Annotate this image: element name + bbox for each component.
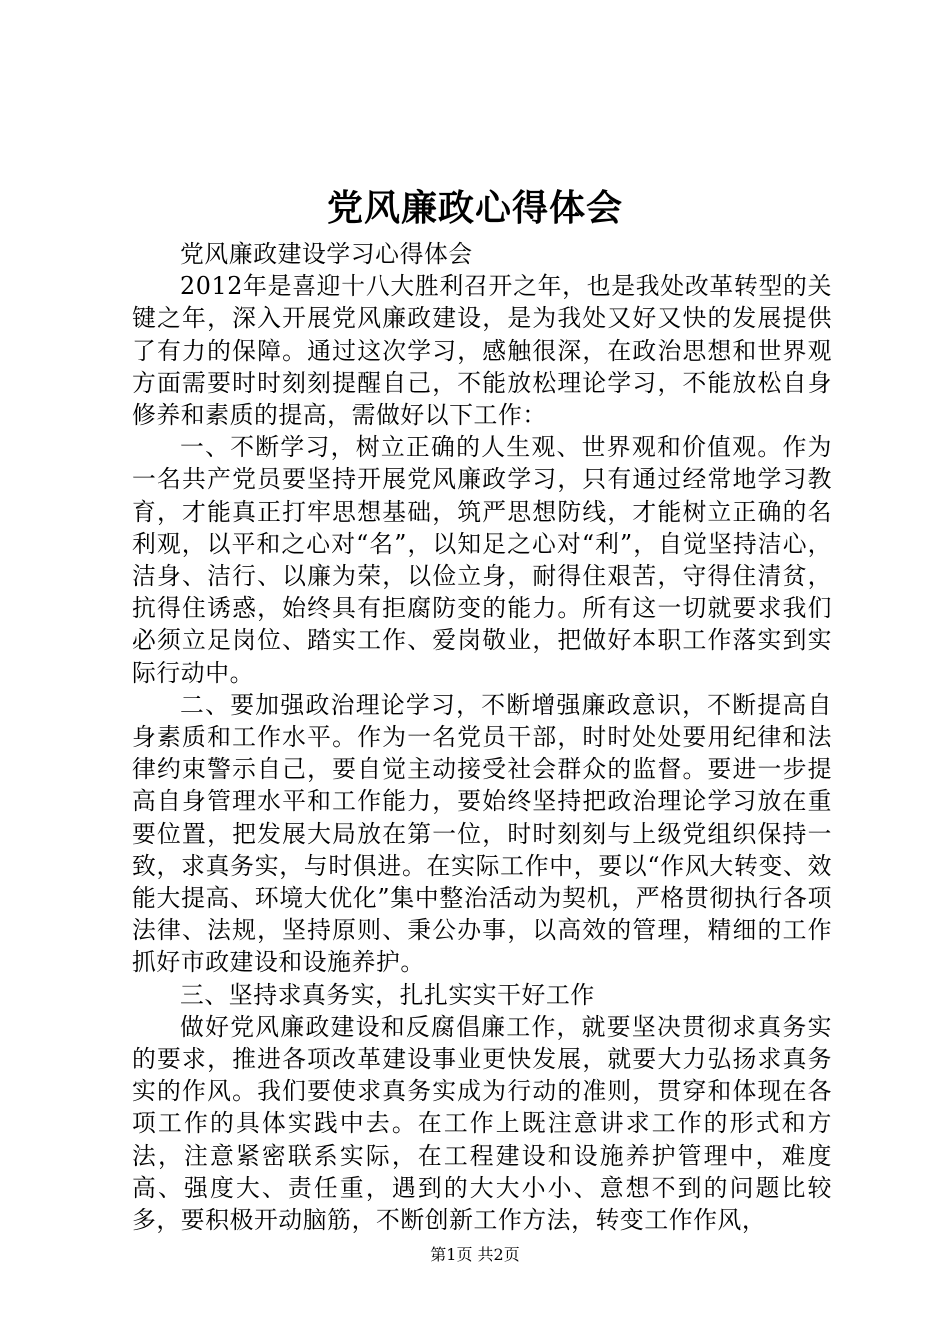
paragraph-section-1: 一、不断学习，树立正确的人生观、世界观和价值观。作为一名共产党员要坚持开展党风廉政学习，只有通过经常地学习教育，才能真正打牢思想基础，筑严思想防线，才能树立正确的名利观，以平和之心对“名”，以知足之心对“利”，自觉坚持洁心，洁身、洁行、以廉为荣，以俭立身，耐得住艰苦，守得住清贫，抗得住诱惑，始终具有拒腐防变的能力。所有这一切就要求我们必须立足岗位、踏实工作、爱岗敬业，把做好本职工作落实到实际行动中。	[132, 433, 832, 687]
paragraph-subtitle: 党风廉政建设学习心得体会	[180, 240, 473, 268]
document-body	[132, 238, 832, 1236]
document-title: 党风廉政心得体会	[326, 187, 623, 229]
paragraph-intro: 2012年是喜迎十八大胜利召开之年，也是我处改革转型的关键之年，深入开展党风廉政建设，是为我处又好又快的发展提供了有力的保障。通过这次学习，感触很深，在政治思想和世界观方面需要时时刻刻提醒自己，不能放松理论学习，不能放松自身修养和素质的提高，需做好以下工作：	[132, 272, 832, 430]
page-number-footer: 第1页 共2页	[430, 1245, 520, 1264]
paragraph-section-2: 二、要加强政治理论学习，不断增强廉政意识，不断提高自身素质和工作水平。作为一名党员干部，时时处处要用纪律和法律约束警示自己，要自觉主动接受社会群众的监督。要进一步提高自身管理水平和工作能力，要始终坚持把政治理论学习放在重要位置，把发展大局放在第一位，时时刻刻与上级党组织保持一致，求真务实，与时俱进。在实际工作中，要以“作风大转变、效能大提高、环境大优化”集中整治活动为契机，严格贯彻执行各项法律、法规，坚持原则、秉公办事，以高效的管理，精细的工作抓好市政建设和设施养护。	[132, 690, 832, 977]
paragraph-section-3-heading: 三、坚持求真务实，扎扎实实干好工作	[180, 980, 595, 1009]
paragraph-section-3-body: 做好党风廉政建设和反腐倡廉工作，就要坚决贯彻求真务实的要求，推进各项改革建设事业更快发展，就要大力弘扬求真务实的作风。我们要使求真务实成为行动的准则，贯穿和体现在各项工作的具体实践中去。在工作上既注意讲求工作的形式和方法，注意紧密联系实际，在工程建设和设施养护管理中，难度高、强度大、责任重，遇到的大大小小、意想不到的问题比较多，要积极开动脑筋，不断创新工作方法，转变工作作风，	[132, 1012, 832, 1235]
